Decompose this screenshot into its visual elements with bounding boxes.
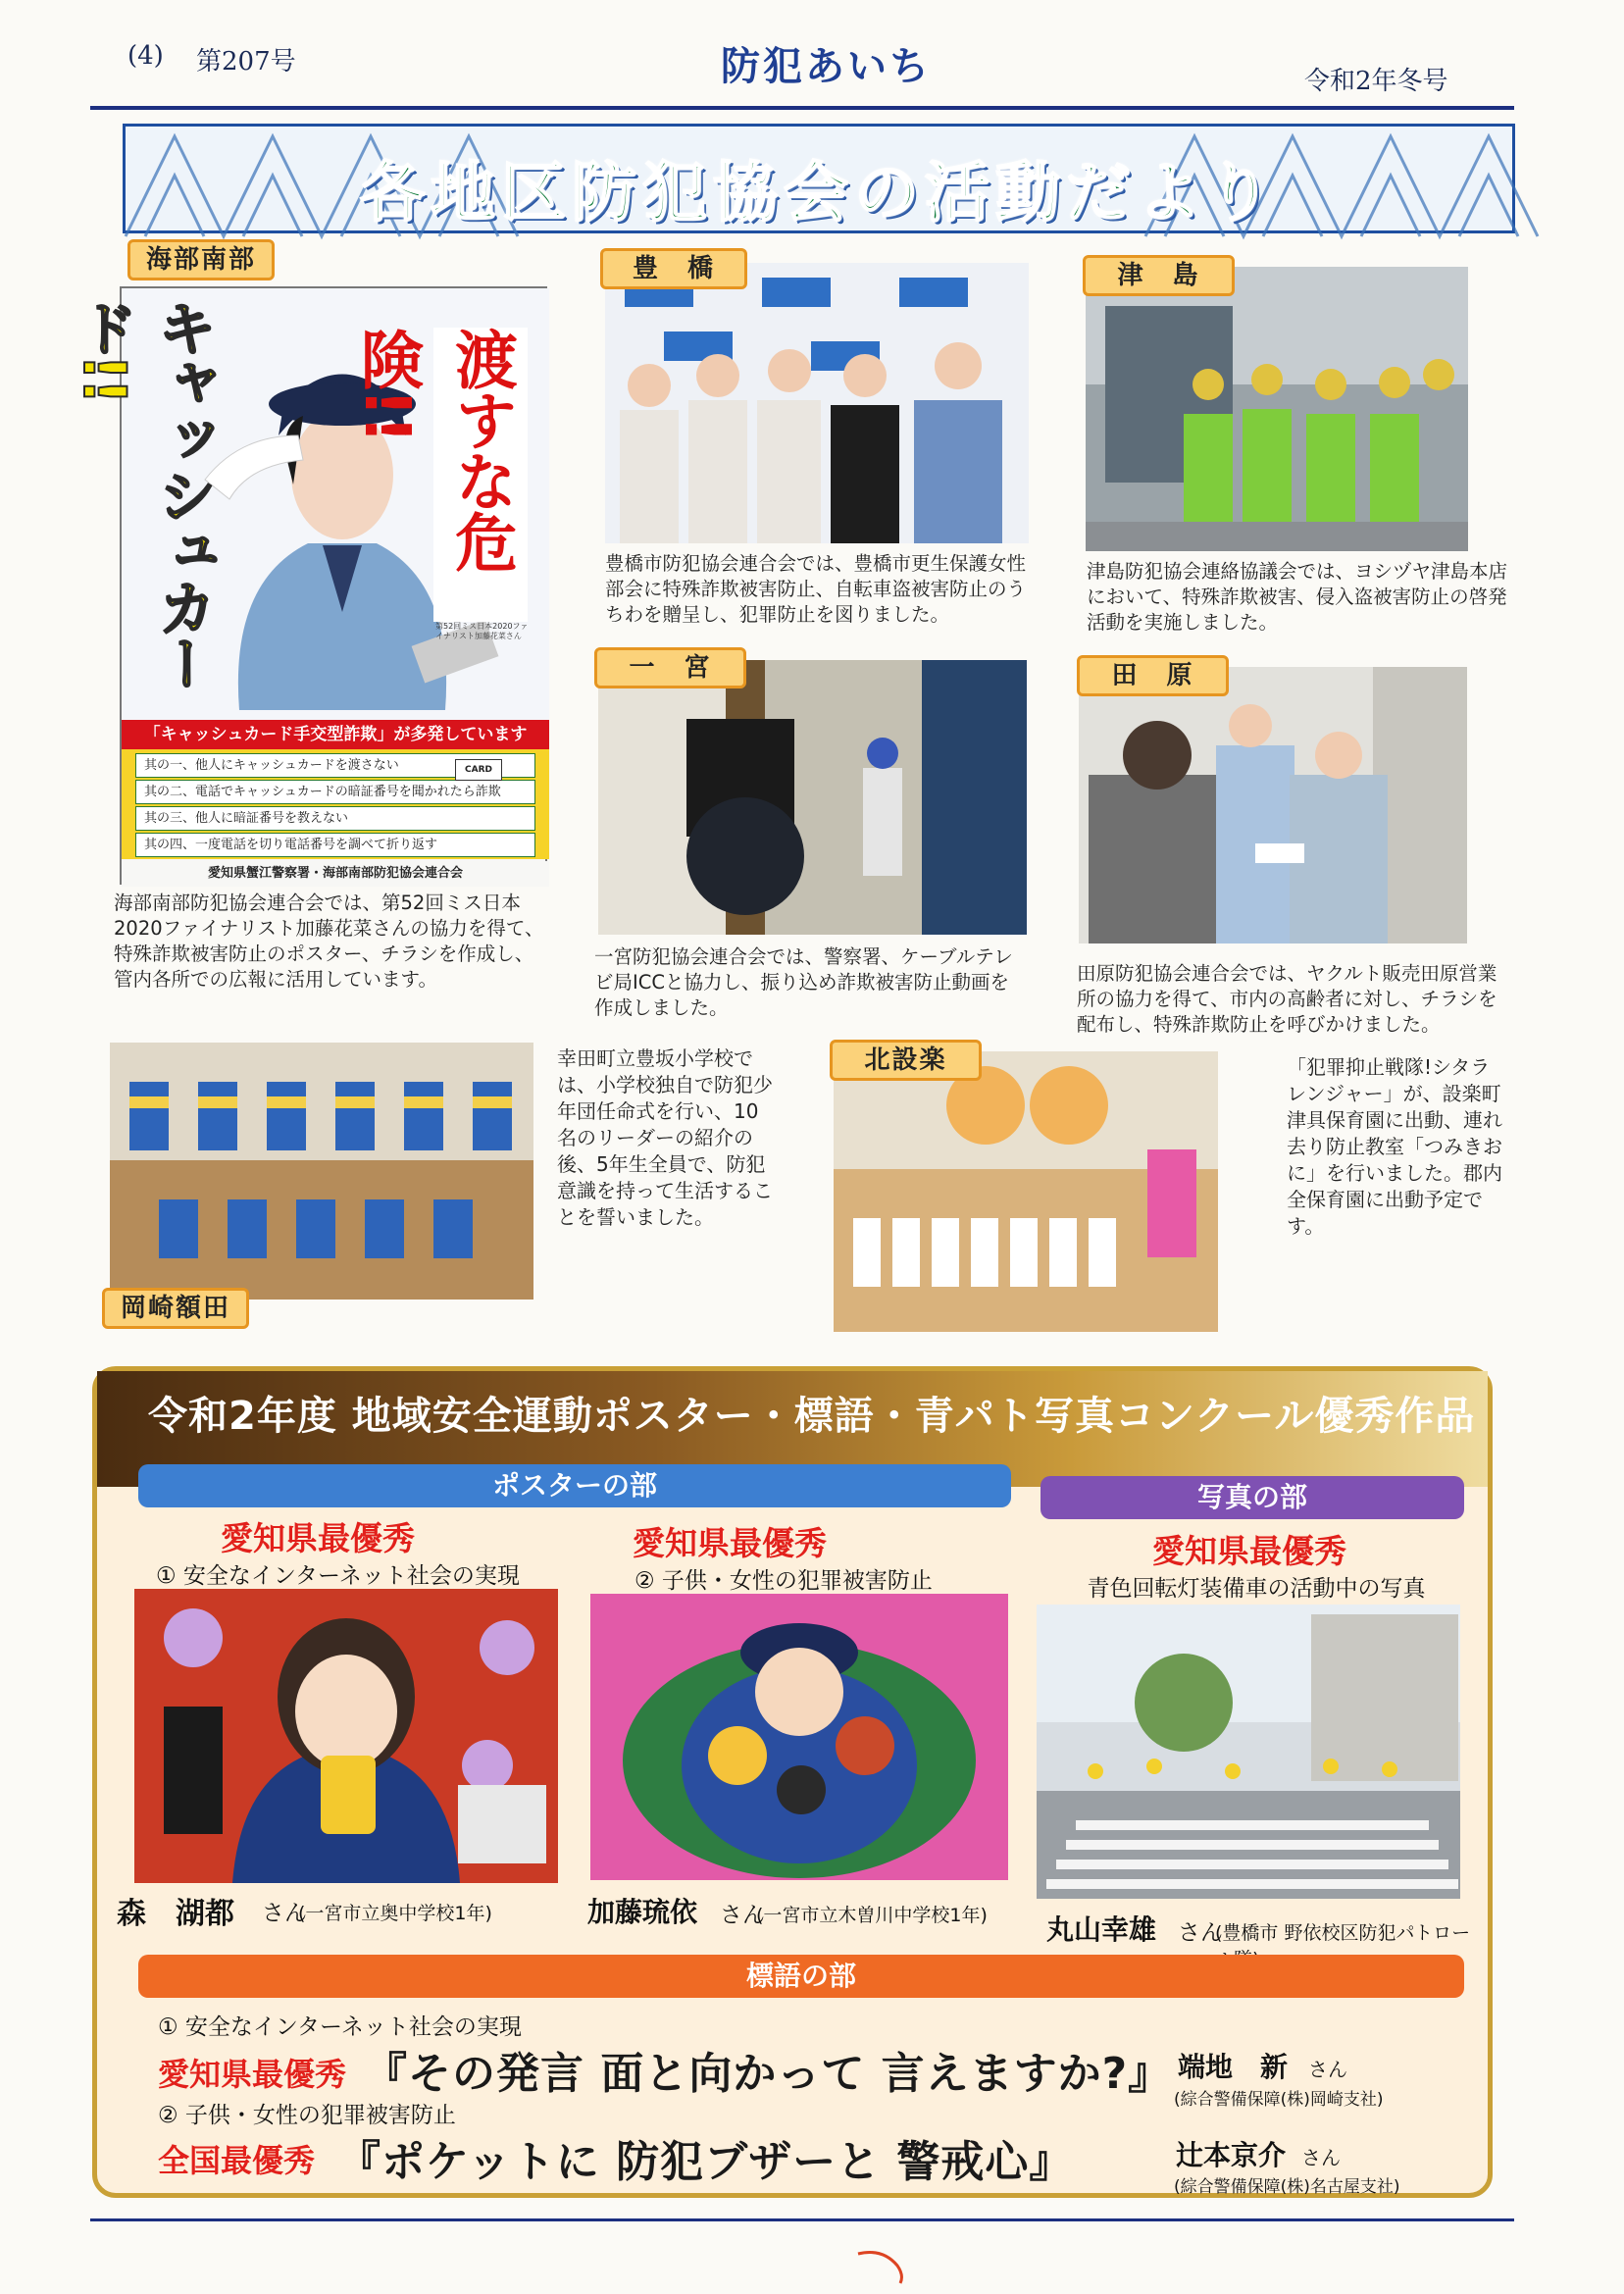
photo-section-bar: 写真の部: [1040, 1476, 1464, 1519]
work3-theme: 青色回転灯装備車の活動中の写真: [1087, 1576, 1426, 1602]
caption-tahara: 田原防犯協会連合会では、ヤクルト販売田原営業所の協力を得て、市内の高齢者に対し、チラシを配布し、特殊詐欺防止を呼びかけました。: [1077, 962, 1497, 1036]
slogan1-honorific: さん: [1308, 2058, 1347, 2081]
photo-tsushima: [1086, 267, 1468, 551]
anti-fraud-poster: [70, 286, 547, 885]
slogan2-affil: (綜合警備保障(株)名古屋支社): [1174, 2177, 1400, 2197]
slogan-section-bar: 標語の部: [138, 1955, 1464, 1998]
poster-rule-2: 其の二、電話でキャッシュカードの暗証番号を聞かれたら詐欺: [135, 780, 535, 804]
tag-tahara: 田 原: [1077, 655, 1229, 696]
photo-tahara: [1079, 667, 1467, 943]
caption-tsushima: 津島防犯協会連絡協議会では、ヨシヅヤ津島本店において、特殊詐欺被害、侵入盗被害防止の啓発活動を実施しました。: [1087, 560, 1508, 634]
caption-kitashitara: 「犯罪抑止戦隊!シタラレンジャー」が、設楽町津具保育園に出動、連れ去り防止教室「つみきおに」を行いました。郡内全保育園に出動予定です。: [1287, 1055, 1502, 1238]
poster-footer: 愛知県蟹江警察署・海部南部防犯協会連合会: [122, 861, 549, 887]
caption-okazaki-nukata: 幸田町立豊坂小学校では、小学校独自で防犯少年団任命式を行い、10名のリーダーの紹介の後、5年生全員で、防犯意識を持って生活することを誓いました。: [557, 1046, 773, 1229]
tag-okazaki-nukata: 岡崎額田: [102, 1288, 249, 1329]
issue-page: (4): [127, 41, 164, 71]
photo-ichinomiya: [598, 660, 1027, 935]
poster-section-bar: ポスターの部: [138, 1464, 1011, 1507]
tag-kitashitara: 北設楽: [830, 1040, 982, 1081]
work2-prize: 愛知県最優秀: [633, 1524, 827, 1562]
work2-affil: (一宮市立木曽川中学校1年): [756, 1905, 988, 1926]
contest-title: 令和2年度 地域安全運動ポスター・標語・青パト写真コンクール優秀作品: [97, 1371, 1488, 1487]
work1-theme: ① 安全なインターネット社会の実現: [156, 1563, 520, 1589]
work2-honorific: さん: [720, 1903, 765, 1928]
page-curl-mark: [853, 2246, 912, 2285]
poster-rule-1: 其の一、他人にキャッシュカードを渡さない: [135, 753, 535, 778]
tag-ama-nanbu: 海部南部: [127, 239, 275, 280]
caption-toyohashi: 豊橋市防犯協会連合会では、豊橋市更生保護女性部会に特殊詐欺被害防止、自転車盗被害防止のうちわを贈呈し、犯罪防止を図りました。: [605, 552, 1027, 626]
contest-panel: [92, 1366, 1493, 2198]
photo-okazaki-nukata: [110, 1043, 533, 1300]
header-rule: [90, 106, 1514, 110]
work1-poster-image: [134, 1589, 558, 1883]
slogan2-theme: ② 子供・女性の犯罪被害防止: [158, 2103, 456, 2128]
poster-note: 第52回ミス日本2020ファイナリスト加藤花菜さん: [435, 622, 529, 640]
caption-ichinomiya: 一宮防犯協会連合会では、警察署、ケーブルテレビ局ICCと協力し、振り込め詐欺被害防止動画を作成しました。: [594, 945, 1013, 1019]
okazaki-students-photo: [110, 1043, 533, 1300]
work2-name: 加藤琉依: [587, 1896, 698, 1928]
poster-card-label: CARD: [455, 759, 502, 781]
slogan1-text: 『その発言 面と向かって 言えますか?』: [364, 2049, 1173, 2099]
work1-name: 森 湖都: [117, 1897, 234, 1931]
poster-warning: 「キャッシュカード手交型詐欺」が多発しています: [122, 720, 549, 749]
blue-patrol-crosswalk-photo: [1037, 1605, 1460, 1899]
poster-headline-2: 渡すな危険!!: [433, 328, 528, 622]
banner-title: 各地区防犯協会の活動だより: [360, 155, 1278, 230]
slogan2-text: 『ポケットに 防犯ブザーと 警戒心』: [337, 2137, 1074, 2187]
kitashitara-nursery-photo: [834, 1051, 1218, 1332]
work2-poster-image: [590, 1594, 1008, 1880]
masthead-title: 防犯あいち: [721, 43, 932, 89]
work1-prize: 愛知県最優秀: [221, 1519, 415, 1557]
poster-rule-4: 其の四、一度電話を切り電話番号を調べて折り返す: [135, 833, 535, 857]
tahara-leaflet-photo: [1079, 667, 1467, 943]
slogan2-name: 辻本京介: [1176, 2139, 1287, 2171]
caption-ama-nanbu: 海部南部防犯協会連合会では、第52回ミス日本2020ファイナリスト加藤花菜さんの協力を得て、特殊詐欺被害防止のポスター、チラシを作成し、管内各所での広報に活用しています。: [114, 892, 544, 991]
slogan1-affil: (綜合警備保障(株)岡崎支社): [1174, 2090, 1384, 2110]
work3-name: 丸山幸雄: [1046, 1913, 1157, 1946]
toyohashi-group-photo: [605, 263, 1029, 543]
work2-theme: ② 子供・女性の犯罪被害防止: [634, 1568, 933, 1594]
work3-prize: 愛知県最優秀: [1152, 1532, 1346, 1570]
work3-affil: (豊橋市 野依校区防犯パトロー: [1215, 1922, 1471, 1944]
tag-ichinomiya: 一 宮: [594, 647, 746, 688]
ichinomiya-filming-photo: [598, 660, 1027, 935]
photo-toyohashi: [605, 263, 1029, 543]
slogan2-honorific: さん: [1301, 2146, 1341, 2169]
footer-rule: [90, 2218, 1514, 2221]
season-label: 令和2年冬号: [1304, 67, 1448, 96]
work3-honorific: さん: [1178, 1920, 1223, 1946]
photo-kitashitara: [834, 1051, 1218, 1332]
child-women-safety-poster-illustration: [590, 1594, 1008, 1880]
issue-number: 第207号: [196, 47, 296, 76]
tag-tsushima: 津 島: [1083, 255, 1235, 296]
slogan1-prize: 愛知県最優秀: [158, 2056, 347, 2093]
work1-honorific: さん: [262, 1901, 307, 1926]
tsushima-campaign-photo: [1086, 267, 1468, 551]
poster-headline-1: キャッシュカード!!: [70, 298, 217, 689]
internet-safety-poster-illustration: [134, 1589, 558, 1883]
poster-rule-3: 其の三、他人に暗証番号を教えない: [135, 806, 535, 831]
section-banner: [123, 124, 1515, 233]
work3-photo-image: [1037, 1605, 1460, 1899]
slogan1-theme: ① 安全なインターネット社会の実現: [158, 2014, 522, 2040]
work1-affil: (一宮市立奥中学校1年): [298, 1903, 492, 1924]
slogan1-name: 端地 新: [1178, 2051, 1289, 2083]
tag-toyohashi: 豊 橋: [600, 248, 747, 289]
slogan2-prize: 全国最優秀: [158, 2142, 316, 2179]
